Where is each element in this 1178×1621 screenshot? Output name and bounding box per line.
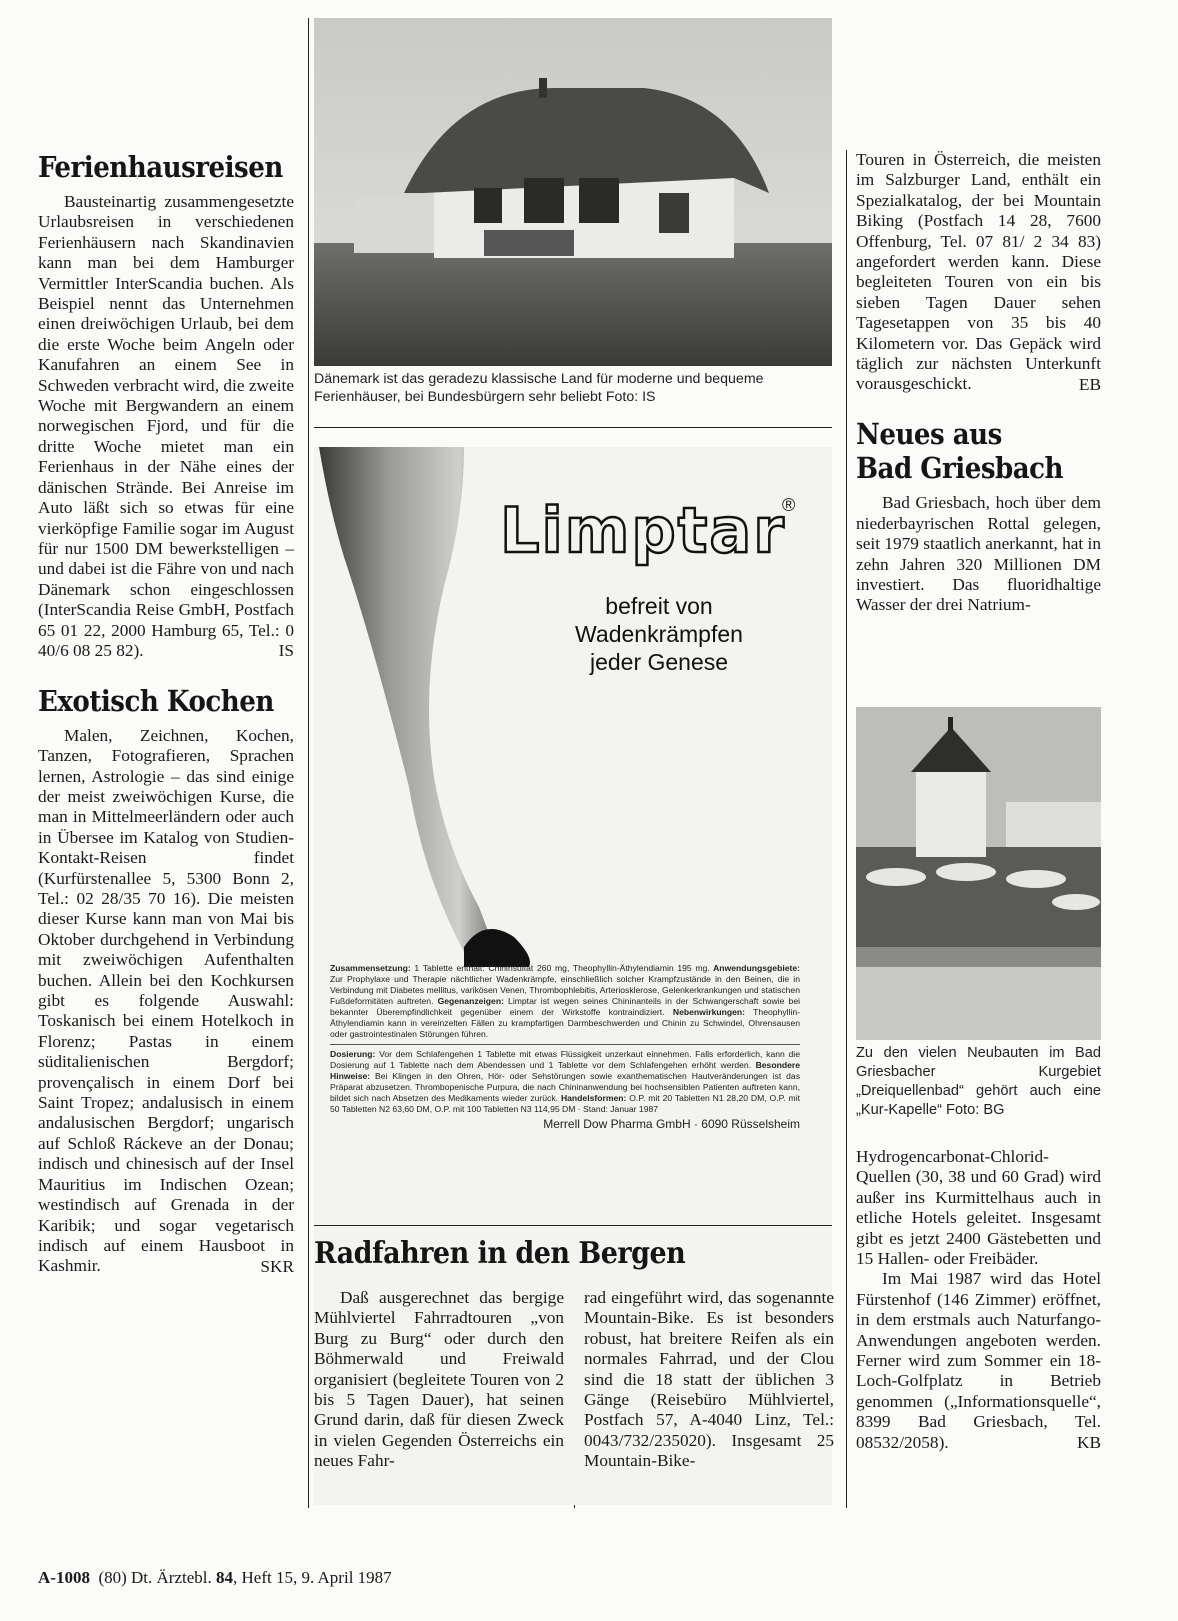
headline-radfahren: Radfahren in den Bergen xyxy=(314,1236,686,1271)
ad-fineprint xyxy=(330,963,800,1132)
page-number: A-1008 xyxy=(38,1568,90,1587)
house-image xyxy=(314,18,832,366)
label: Anwendungsgebiete: xyxy=(709,963,800,973)
column-rule-1 xyxy=(308,18,309,1508)
chapel-image xyxy=(856,707,1101,1040)
label: Handelsformen: xyxy=(558,1093,627,1103)
text: Theophyllin-Äthylendiamin kann in vereinzelten Fällen zu krampfartigen Darmbeschwerden und Chinin zu Schwindel, Ohrensausen oder gastrointestinalen Störungen führen. xyxy=(330,1007,800,1039)
headline-ferienhausreisen: Ferienhausreisen xyxy=(38,150,283,184)
fineprint-block-2 xyxy=(330,1049,800,1115)
label: Dosierung: xyxy=(330,1049,376,1059)
author-signature: KB xyxy=(1076,1433,1101,1453)
label: Nebenwirkungen: xyxy=(664,1007,745,1017)
label: Besondere Hinweise: xyxy=(330,1060,800,1081)
article-mountain-biking-continued xyxy=(856,150,1101,395)
author-signature: SKR xyxy=(260,1256,294,1276)
tagline-line: befreit von xyxy=(605,593,713,619)
article-text: Touren in Österreich, die meisten im Salzburger Land, enthält ein Spezialkatalog, der bei Mountain Biking (Postfach 14 28, 7600 Offenburg, Tel. 07 81/ 2 34 83) angefordert werden kann. Diese begleiteten Touren von ein bis sieben Tagen Dauer sehen Tagesetappen von 35 bis 40 Kilometern vor. Das Gepäck wird täglich zur nächsten Unterkunft vorausgeschickt. xyxy=(856,150,1101,394)
footer-issue: , Heft 15, 9. April 1987 xyxy=(233,1568,392,1587)
article-text: Bad Griesbach, hoch über dem niederbayrischen Rottal gelegen, seit 1979 staatlich anerkannt, hat in zehn Jahren 320 Millionen DM investiert. Das fluoridhaltige Wasser der drei Natrium- xyxy=(856,493,1101,615)
headline-exotisch-kochen: Exotisch Kochen xyxy=(38,683,274,718)
article-ferienhausreisen xyxy=(38,192,294,662)
headline-line: Bad Griesbach xyxy=(856,451,1064,486)
article-text: Daß ausgerechnet das bergige Mühlviertel Fahrradtouren „von Burg zu Burg“ oder durch den Böhmerwald und Freiwald organisiert (begleitete Touren von 2 bis 5 Tagen Dauer), hat seinen Grund darin, daß für diesen Zweck in vielen Gegenden Österreichs ein neues Fahr- xyxy=(314,1288,564,1471)
ad-tagline xyxy=(524,592,794,676)
text: Bei Klingen in den Ohren, Hör- oder Sehstörungen sowie exanthematischen Hautveränderungen ist das Präparat abzusetzen. Thrombopenische Purpura, die nach Chininanwendung bei hochsensiblen Patienten auftreten kann, bildet sich nach Absetzen des Medikaments wieder zurück. xyxy=(330,1071,800,1103)
ad-company: Merrell Dow Pharma GmbH · 6090 Rüsselsheim xyxy=(543,1117,800,1131)
article-text: Hydrogencarbonat-Chlorid-Quellen (30, 38 und 60 Grad) wird außer ins Kurmittelhaus auch in etliche Hotels geleitet. Insgesamt gibt es jetzt 2400 Gästebetten und 15 Hallen- oder Freibäder. xyxy=(856,1147,1101,1269)
footer-volume: 84 xyxy=(216,1568,234,1587)
article-radfahren-col-b xyxy=(584,1288,834,1472)
text: O.P. mit 20 Tabletten N1 28,20 DM, O.P. mit 50 Tabletten N2 63,60 DM, O.P. mit 100 Tabletten N3 114,95 DM · Stand: Januar 1987 xyxy=(330,1093,800,1114)
text: Zur Prophylaxe und Therapie nächtlicher Wadenkrämpfe, einschließlich solcher Krampfzustände in den Beinen, die in Verbindung mit Diabetes mellitus, varikösen Venen, Thrombophlebitis, Arteriosklerose, Gelenkerkrankungen und statischen Fußdeformitäten auftreten. xyxy=(330,974,800,1006)
limptar-logo xyxy=(500,495,800,567)
tagline-line: Wadenkrämpfen xyxy=(575,621,743,647)
label: Zusammensetzung: xyxy=(330,963,411,973)
photo-caption-2: Zu den vielen Neubauten im Bad Griesbacher Kurgebiet „Dreiquellenbad“ gehört auch eine „Kur-Kapelle“ Foto: BG xyxy=(856,1045,1101,1118)
footer-journal: (80) Dt. Ärztebl. xyxy=(98,1568,217,1587)
headline-bad-griesbach xyxy=(856,417,1101,485)
fineprint-block-1 xyxy=(330,963,800,1045)
photo-caption-1: Dänemark ist das geradezu klassische Land für moderne und bequeme Ferienhäuser, bei Bundesbürgern sehr beliebt Foto: IS xyxy=(314,371,764,406)
column-rule-2 xyxy=(846,150,847,1508)
column-4 xyxy=(856,150,1101,616)
text: 1 Tablette enthält: Chininsulfat 260 mg, Theophyllin-Äthylendiamin 195 mg. xyxy=(410,963,710,973)
article-bad-griesbach-continued xyxy=(856,1147,1101,1454)
photo-danish-holiday-house xyxy=(314,18,832,366)
text: Vor dem Schlafengehen 1 Tablette mit etwas Flüssigkeit unzerkaut einnehmen. Falls erforderlich, kann die Dosierung auf 1 Tablette nach dem Abendessen und 1 Tablette vor dem Schlafengehen erhöht werden. xyxy=(330,1049,800,1070)
author-signature: IS xyxy=(278,641,294,661)
photo-kur-kapelle xyxy=(856,707,1101,1040)
article-radfahren-col-a xyxy=(314,1288,564,1472)
article-text: Im Mai 1987 wird das Hotel Fürstenhof (146 Zimmer) eröffnet, in dem erstmals auch Naturfango-Anwendungen angeboten werden. Ferner wird zum Sommer ein 18-Loch-Golfplatz in Betrieb genommen („Informationsquelle“, 8399 Bad Griesbach, Tel. 08532/2058). xyxy=(856,1269,1101,1452)
registered-mark: ® xyxy=(782,495,796,515)
rule-below-ad xyxy=(314,1225,832,1226)
brand-wordmark: Limptar xyxy=(500,494,786,567)
author-signature: EB xyxy=(1078,374,1101,394)
tagline-line: jeder Genese xyxy=(589,649,729,675)
page-footer xyxy=(38,1568,392,1588)
column-1 xyxy=(38,150,294,1277)
article-text: rad eingeführt wird, das sogenannte Mountain-Bike. Es ist besonders robust, hat breitere Reifen als ein normales Fahrrad, und der Clou sind die 18 statt der üblichen 3 Gänge (Reisebüro Mühlviertel, Postfach 57, A-4040 Linz, Tel.: 0043/732/235020). Insgesamt 25 Mountain-Bike- xyxy=(584,1288,834,1471)
text: Limptar ist wegen seines Chininanteils in der Schwangerschaft sowie bei bekannter Überempfindlichkeit gegenüber einem der Wirkstoffe kontraindiziert. xyxy=(330,996,801,1017)
headline-line: Neues aus xyxy=(856,417,1002,452)
article-text: Malen, Zeichnen, Kochen, Tanzen, Fotografieren, Sprachen lernen, Astrologie – das sind einige der meist zweiwöchigen Kurse, die man in Mittelmeerländern oder auch in Übersee im Katalog von Studien-Kontakt-Reisen findet (Kurfürstenallee 5, 5300 Bonn 2, Tel.: 02 28/35 70 16). Die meisten dieser Kurse kann man von Mai bis Oktober durchgehend in Verbindung mit zweiwöchigen Aufenthalten buchen. Allein bei den Kochkursen gibt es folgende Auswahl: Toskanisch bei einem Hotelkoch in Florenz; Pastas in einem süditalienischen Bergdorf; provençalisch in einem Dorf bei Saint Tropez; andalusisch in einem andalusischen Bergdorf; ungarisch auf Schloß Ráckeve an der Donau; indisch und chinesisch auf der Insel Mauritius im Indischen Ozean; westindisch auf Grenada in der Karibik; und sogar vegetarisch indisch auf einem Hausboot in Kashmir. xyxy=(38,725,294,1276)
article-exotisch-kochen xyxy=(38,726,294,1277)
label: Gegenanzeigen: xyxy=(433,996,504,1006)
rule-above-ad xyxy=(314,427,832,428)
article-bad-griesbach xyxy=(856,493,1101,615)
article-text: Bausteinartig zusammengesetzte Urlaubsreisen in verschiedenen Ferienhäusern nach Skandinavien kann man bei dem Hamburger Vermittler InterScandia buchen. Als Beispiel nennt das Unternehmen einen dreiwöchigen Urlaub, bei dem die erste Woche beim Angeln oder Kanufahren an einem See in Schweden verbracht wird, die zweite Woche mit Bergwandern an einem norwegischen Fjord, und für die dritte Woche mietet man ein Ferienhaus in der Nähe eines der dänischen Strände. Bei Anreise im Auto läßt sich so etwas für eine vierköpfige Familie sogar im August für nur 1500 DM bewerkstelligen – und dabei ist die Fähre von und nach Dänemark schon eingeschlossen (InterScandia Reise GmbH, Postfach 65 01 22, 2000 Hamburg 65, Tel.: 0 40/6 08 25 82). xyxy=(38,192,294,660)
